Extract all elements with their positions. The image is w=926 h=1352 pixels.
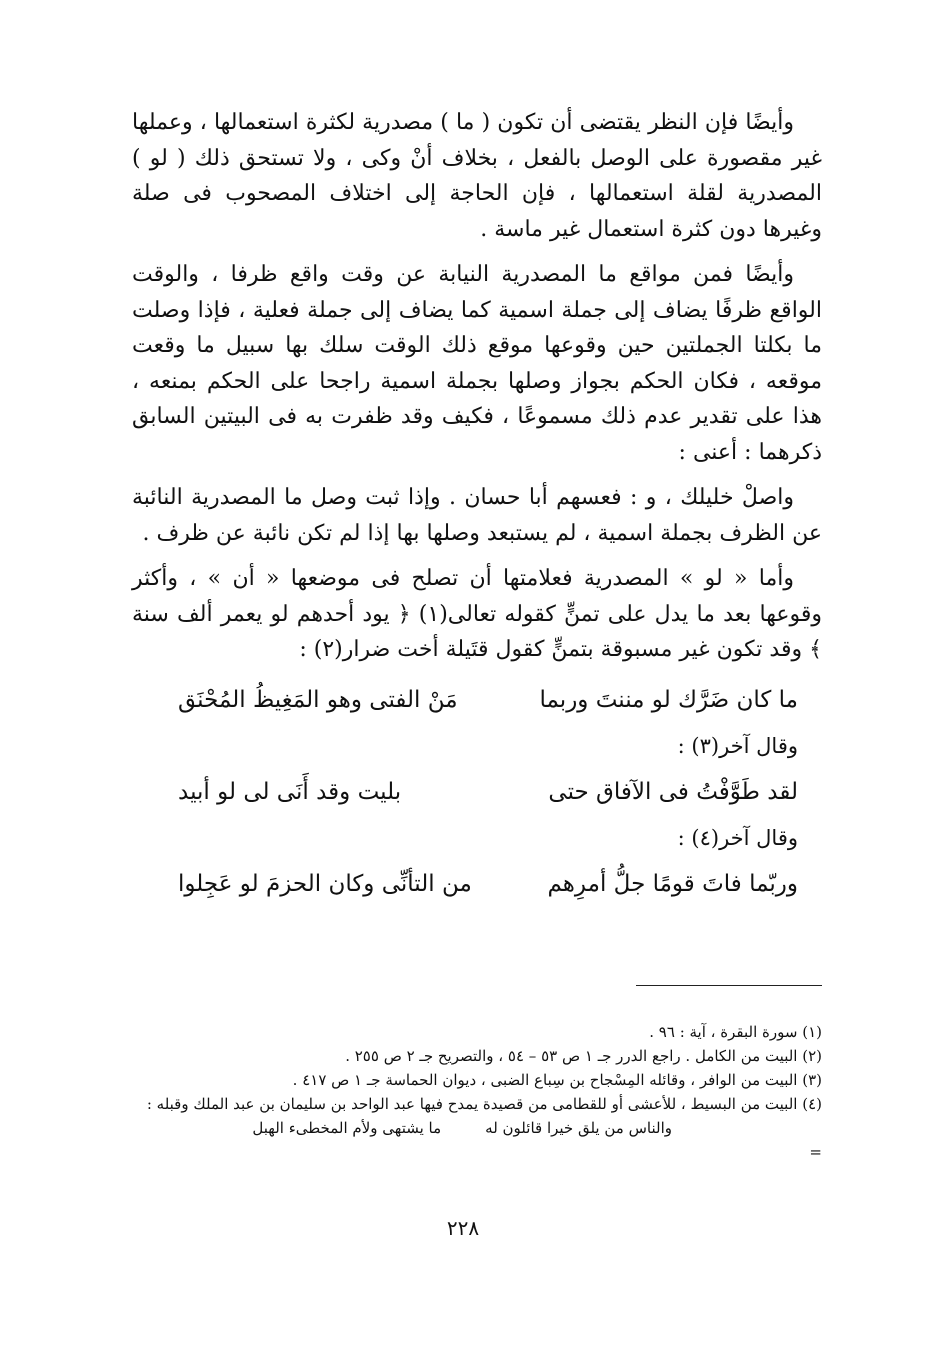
poem-verse [132,862,822,906]
footnote-verse-second: ما يشتهى ولأم المخطىء الهبل [252,1119,442,1137]
verse-second-hemistich: من التأنِّى وكان الحزمَ لو عَجِلوا [178,870,472,897]
verse-first-hemistich: ما كان ضَرَّك لو مننتَ وربما [539,686,798,713]
poem-verse [132,678,822,722]
verse-intro: وقال آخر(٣) : [677,733,798,758]
footnote-verse-first: والناس من يلق خيرا قائلون له [485,1119,672,1137]
footnote: (٤) البيت من البسيط ، للأعشى أو للقطامى من قصيدة يمدح فيها عبد الواحد بن سليمان بن عبد الملك وقبله : [146,1095,822,1113]
paragraph: وأيضًا فإن النظر يقتضى أن تكون ( ما ) مصدرية لكثرة استعمالها ، وعملها غير مقصورة على الوصل بالفعل ، بخلاف أنْ وكى ، ولا تستحق ذلك ( لو ) المصدرية لقلة استعمالها ، فإن الحاجة إلى اختلاف المصحوب فى صلة وغيرها دون كثرة استعمال غير ماسة . [132,110,822,242]
footnotes [132,1020,822,1164]
main-text [132,105,822,908]
page-number: ٢٢٨ [446,1216,480,1240]
continuation-mark: = [809,1143,822,1161]
footnote-verse [132,1116,822,1164]
verse-first-hemistich: وربّما فاتَ قومًا جلُّ أمرِهم [547,870,798,897]
verse-first-hemistich: لقد طَوَّفْتُ فى الآفاق حتى [548,778,798,805]
paragraph: وأما « لو » المصدرية فعلامتها أن تصلح فى موضعها « أن » ، وأكثر وقوعها بعد ما يدل على تمنٍّ كقوله تعالى(١) ﴿ يود أحدهم لو يعمر ألف سنة ﴾ وقد تكون غير مسبوقة بتمنٍّ كقول قتَيلة أخت ضرار(٢) : [132,566,822,662]
paragraph: وأيضًا فمن مواقع ما المصدرية النيابة عن وقت واقع ظرفا ، والوقت الواقع ظرفًا يضاف إلى جملة اسمية كما يضاف إلى جملة فعلية ، فإذا وصلت ما بكلتا الجملتين حين وقوعها موقع ذلك الوقت سلك بها سبيل ما وقعت موقعه ، فكان الحكم بجواز وصلها بجملة اسمية راجحا على الحكم بمنعه ، هذا على تقدير عدم ذلك مسموعًا ، فكيف وقد ظفرت به فى البيتين السابق ذكرهما : أعنى : [132,262,822,465]
verse-second-hemistich: مَنْ الفتى وهو المَغِيظُ المُحْنَق [178,686,458,713]
paragraph: واصلْ خليلك ، و : فعسهم أبا حسان . وإذا ثبت وصل ما المصدرية النائبة عن الظرف بجملة اسمية ، لم يستبعد وصلها بها إذا لم تكن نائبة عن ظرف . [132,485,822,546]
footnote-divider [636,985,822,986]
poem-verse [132,770,822,814]
verse-second-hemistich: بليت وقد أَنَى لى لو أبيد [178,778,402,805]
footnote: (٢) البيت من الكامل . راجع الدرر جـ ١ ص ٥٣ – ٥٤ ، والتصريح جـ ٢ ص ٢٥٥ . [345,1047,822,1065]
verse-intro: وقال آخر(٤) : [677,825,798,850]
footnote: (١) سورة البقرة ، آية : ٩٦ . [649,1023,822,1041]
footnote: (٣) البيت من الوافر ، وقائله المِسْجاح بن سِباع الضبى ، ديوان الحماسة جـ ١ ص ٤١٧ . [292,1071,822,1089]
